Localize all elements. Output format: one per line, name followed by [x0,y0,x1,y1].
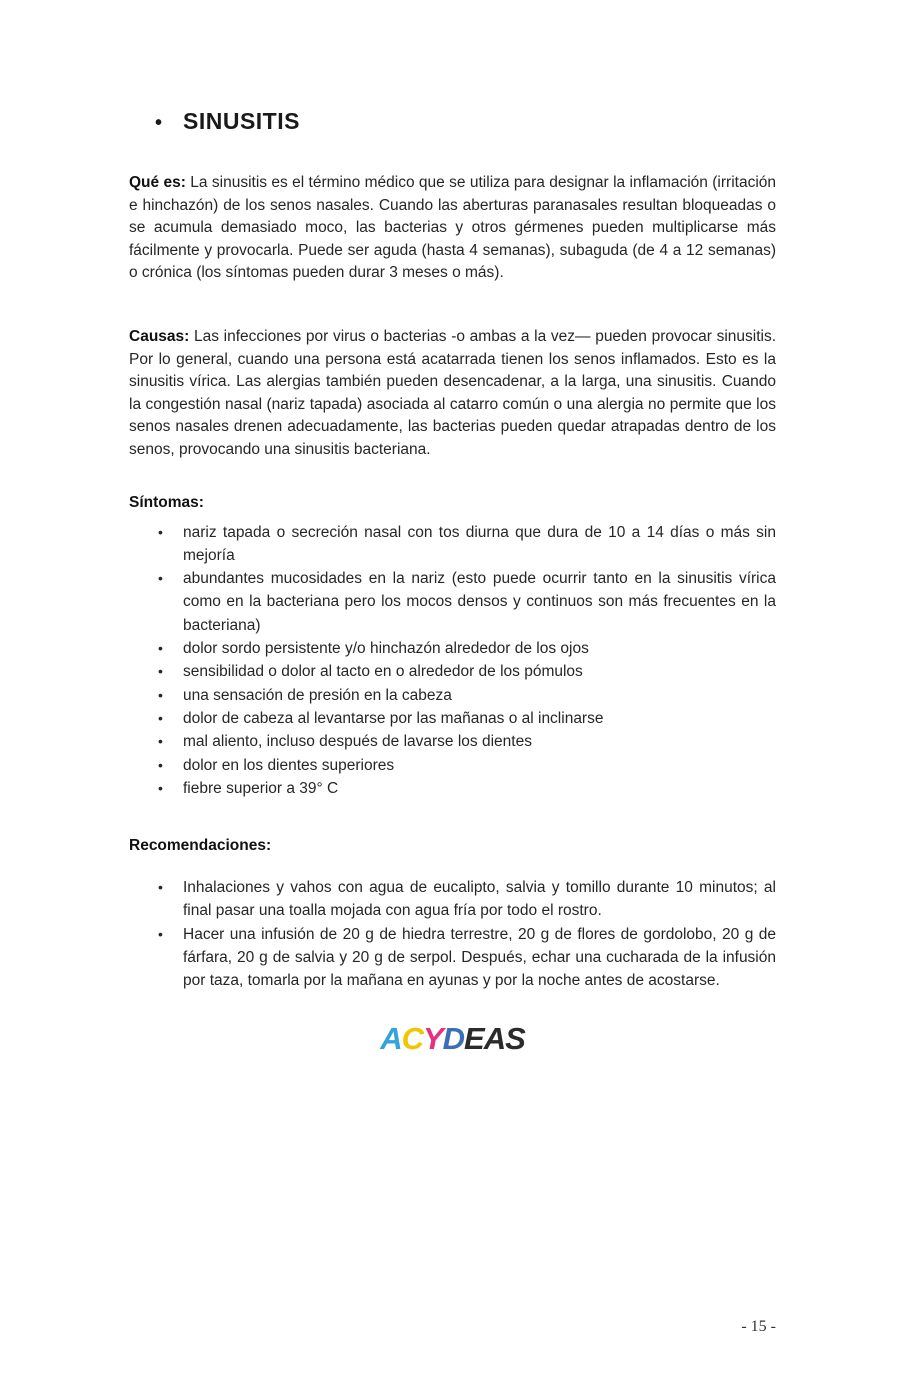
que-es-text: La sinusitis es el término médico que se utiliza para designar la inflamación (irritación e hinchazón) de los senos nasales. Cuando las aberturas paranasales resultan bloqueadas o se acumula demasiado moco, las bacterias y otros gérmenes pueden multiplicarse más fácilmente y provocarla. Puede ser aguda (hasta 4 semanas), subaguda (de 4 a 12 semanas) o crónica (los síntomas pueden durar 3 meses o más). [129,174,777,282]
logo-letter: A [483,1020,506,1056]
sintoma-text: abundantes mucosidades en la nariz (esto puede ocurrir tanto en la sinusitis vírica como en la bacteriana pero los mocos densos y continuos son más frecuentes en la bacteriana) [183,570,776,634]
bullet-icon: • [158,640,163,657]
sintoma-text: sensibilidad o dolor al tacto en o alrededor de los pómulos [183,663,583,681]
sintomas-list [129,521,776,801]
sintoma-text: fiebre superior a 39° C [183,779,339,797]
document-title-row [129,108,776,135]
bullet-icon: • [158,570,163,587]
list-item [158,876,776,923]
sintoma-text: dolor en los dientes superiores [183,756,395,774]
causas-label: Causas: [129,327,190,345]
sintoma-text: dolor sordo persistente y/o hinchazón alrededor de los ojos [183,640,589,658]
recomendaciones-list [129,876,776,992]
list-item [158,660,776,683]
list-item [158,567,776,637]
bullet-icon: • [158,663,163,680]
bullet-icon: • [158,925,163,942]
sintoma-text: dolor de cabeza al levantarse por las mañanas o al inclinarse [183,709,604,727]
que-es-label: Qué es: [129,174,186,191]
sintoma-text: nariz tapada o secreción nasal con tos diurna que dura de 10 a 14 días o más sin mejoría [183,523,776,564]
paragraph-causas [129,326,776,462]
document-page [0,108,905,1388]
sintoma-text: una sensación de presión en la cabeza [183,686,452,704]
causas-text: Las infecciones por virus o bacterias -o ambas a la vez— pueden provocar sinusitis. Por lo general, cuando una persona está acatarrada tienen los senos inflamados. Esto es la sinusitis vírica. Las alergias también pueden desencadenar, a la larga, una sinusitis. Cuando la congestión nasal (nariz tapada) asociada al catarro común o una alergia no permite que los senos nasales drenen adecuadamente, las bacterias pueden quedar atrapadas dentro de los senos, provocando una sinusitis bacteriana. [129,327,777,458]
bullet-icon: • [158,779,163,796]
bullet-icon: • [158,523,163,540]
logo-letter: Y [422,1020,443,1056]
acydeas-logo [129,1021,776,1057]
logo-letter: D [442,1020,465,1056]
sintomas-heading: Síntomas: [129,493,204,511]
title-bullet-icon: • [155,112,163,134]
list-item [158,707,776,730]
paragraph-que-es [129,172,776,285]
logo-letter: A [380,1020,402,1056]
list-item [158,730,776,753]
page-title: SINUSITIS [183,108,300,134]
recomendaciones-heading: Recomendaciones: [129,837,272,855]
list-item [158,777,776,800]
page-number: - 15 - [741,1318,776,1335]
recomendacion-text: Hacer una infusión de 20 g de hiedra terrestre, 20 g de flores de gordolobo, 20 g de fárfara, 20 g de salvia y 20 g de serpol. Después, echar una cucharada de la infusión por taza, tomarla por la mañana en ayunas y por la noche antes de acostarse. [183,925,776,990]
logo-letter: C [401,1020,423,1056]
bullet-icon: • [158,733,163,750]
list-item [158,923,776,993]
bullet-icon: • [158,879,163,896]
list-item [158,521,776,568]
logo-letter: E [464,1020,484,1056]
bullet-icon: • [158,686,163,703]
list-item [158,684,776,707]
bullet-icon: • [158,756,163,773]
recomendacion-text: Inhalaciones y vahos con agua de eucalipto, salvia y tomillo durante 10 minutos; al final pasar una toalla mojada con agua fría por todo el rostro. [183,879,776,920]
list-item [158,754,776,777]
logo-letter: S [505,1020,525,1056]
sintoma-text: mal aliento, incluso después de lavarse los dientes [183,733,532,751]
list-item [158,637,776,660]
bullet-icon: • [158,709,163,726]
